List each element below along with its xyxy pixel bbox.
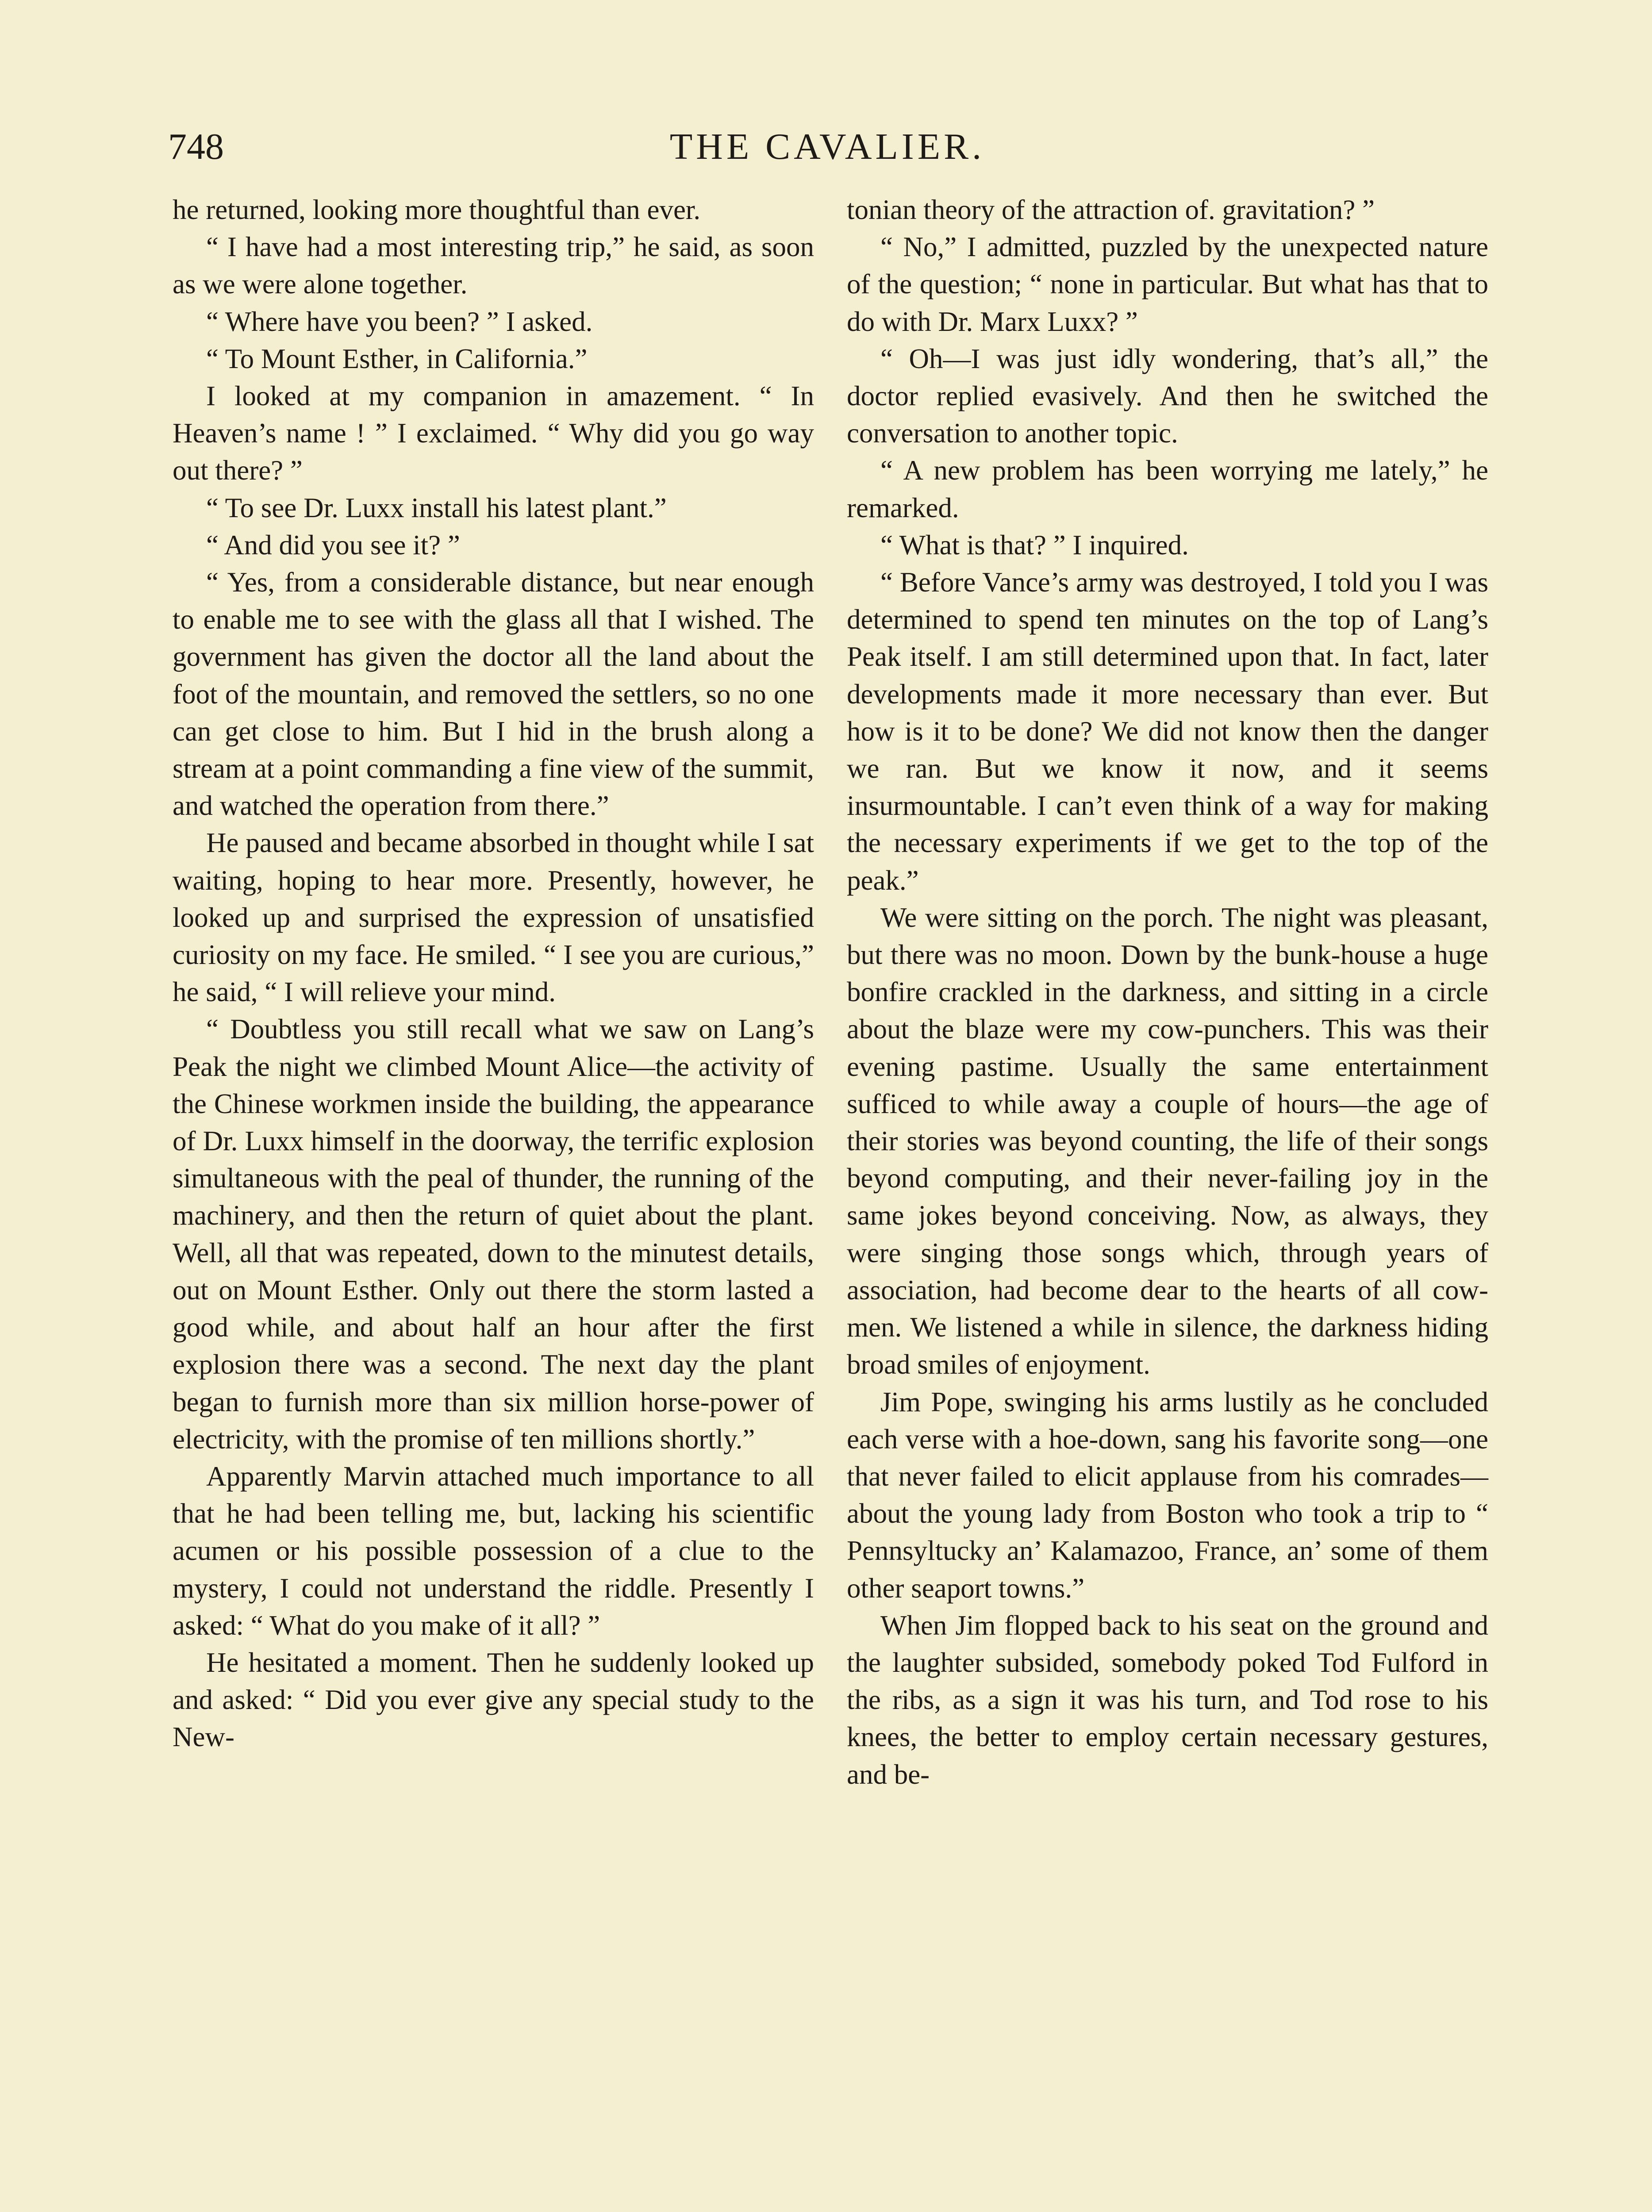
paragraph: “ Oh—I was just idly wondering, that’s all,” the doctor replied evasively. And then he switched the conversation to another topic. — [847, 343, 1488, 449]
paragraph: Apparently Marvin attached much importance to all that he had been telling me, but, lacking his scientific acumen or his possible possession of a clue to the mystery, I could not understand the riddle. Presently I asked: “ What do you make of it all? ” — [173, 1460, 814, 1641]
paragraph: “ To Mount Esther, in California.” — [206, 343, 588, 374]
paragraph: “ What is that? ” I inquired. — [880, 529, 1189, 561]
left-column — [173, 191, 814, 1756]
paragraph: We were sitting on the porch. The night was pleasant, but there was no moon. Down by the bunk-house a huge bonfire crackled in the darkness, and sitting in a circle about the blaze were my cow-punchers. This was their evening pastime. Usually the same entertainment sufficed to while away a couple of hours—the age of their stories was beyond counting, the life of their songs beyond computing, and their never-failing joy in the same jokes beyond conceiving. Now, as always, they were singing those songs which, through years of association, had become dear to the hearts of all cow-men. We listened a while in silence, the darkness hiding broad smiles of enjoyment. — [847, 902, 1488, 1380]
paragraph: “ Where have you been? ” I asked. — [206, 306, 593, 337]
paragraph: tonian theory of the attraction of. gravitation? ” — [847, 194, 1375, 225]
paragraph: I looked at my companion in amazement. “ In Heaven’s name ! ” I exclaimed. “ Why did you go way out there? ” — [173, 380, 814, 486]
paragraph: “ Yes, from a considerable distance, but near enough to enable me to see with the glass all that I wished. The government has given the doctor all the land about the foot of the mountain, and removed the settlers, so no one can get close to him. But I hid in the brush along a stream at a point commanding a fine view of the summit, and watched the operation from there.” — [173, 567, 814, 822]
page-header — [168, 116, 1487, 178]
paragraph: “ I have had a most interesting trip,” he said, as soon as we were alone together. — [173, 231, 814, 300]
paragraph: “ Doubtless you still recall what we saw on Lang’s Peak the night we climbed Mount Alice—the activity of the Chinese workmen inside the building, the appearance of Dr. Luxx himself in the doorway, the terrific explosion simultaneous with the peal of thunder, the running of the machinery, and then the return of quiet about the plant. Well, all that was repeated, down to the minutest details, out on Mount Esther. Only out there the storm lasted a good while, and about half an hour after the first explosion there was a second. The next day the plant began to furnish more than six million horse-power of electricity, with the promise of ten millions shortly.” — [173, 1014, 814, 1455]
paragraph: “ A new problem has been worrying me lately,” he remarked. — [847, 455, 1488, 523]
paragraph: “ No,” I admitted, puzzled by the unexpected nature of the question; “ none in particular. But what has that to do with Dr. Marx Luxx? ” — [847, 231, 1488, 337]
right-column — [847, 191, 1488, 1793]
paragraph: “ Before Vance’s army was destroyed, I told you I was determined to spend ten minutes on the top of Lang’s Peak itself. I am still determined upon that. In fact, later developments made it more necessary than ever. But how is it to be done? We did not know then the danger we ran. But we know it now, and it seems insurmountable. I can’t even think of a way for making the necessary experiments if we get to the top of the peak.” — [847, 567, 1488, 896]
paragraph: Jim Pope, swinging his arms lustily as he concluded each verse with a hoe-down, sang his favorite song—one that never failed to elicit applause from his comrades—about the young lady from Boston who took a trip to “ Pennsyltucky an’ Kalamazoo, France, an’ some of them other seaport towns.” — [847, 1386, 1488, 1604]
paragraph: “ To see Dr. Luxx install his latest plant.” — [206, 492, 667, 523]
paragraph: He hesitated a moment. Then he suddenly looked up and asked: “ Did you ever give any special study to the New- — [173, 1647, 814, 1753]
paragraph: He paused and became absorbed in thought while I sat waiting, hoping to hear more. Presently, however, he looked up and surprised the expression of unsatisfied curiosity on my face. He smiled. “ I see you are curious,” he said, “ I will relieve your mind. — [173, 827, 814, 1008]
paragraph: he returned, looking more thoughtful than ever. — [173, 194, 701, 225]
paragraph: “ And did you see it? ” — [206, 529, 460, 561]
paragraph: When Jim flopped back to his seat on the ground and the laughter subsided, somebody poked Tod Fulford in the ribs, as a sign it was his turn, and Tod rose to his knees, the better to employ certain necessary gestures, and be- — [847, 1609, 1488, 1790]
running-title: THE CAVALIER. — [669, 126, 985, 167]
page-number: 748 — [168, 126, 224, 167]
